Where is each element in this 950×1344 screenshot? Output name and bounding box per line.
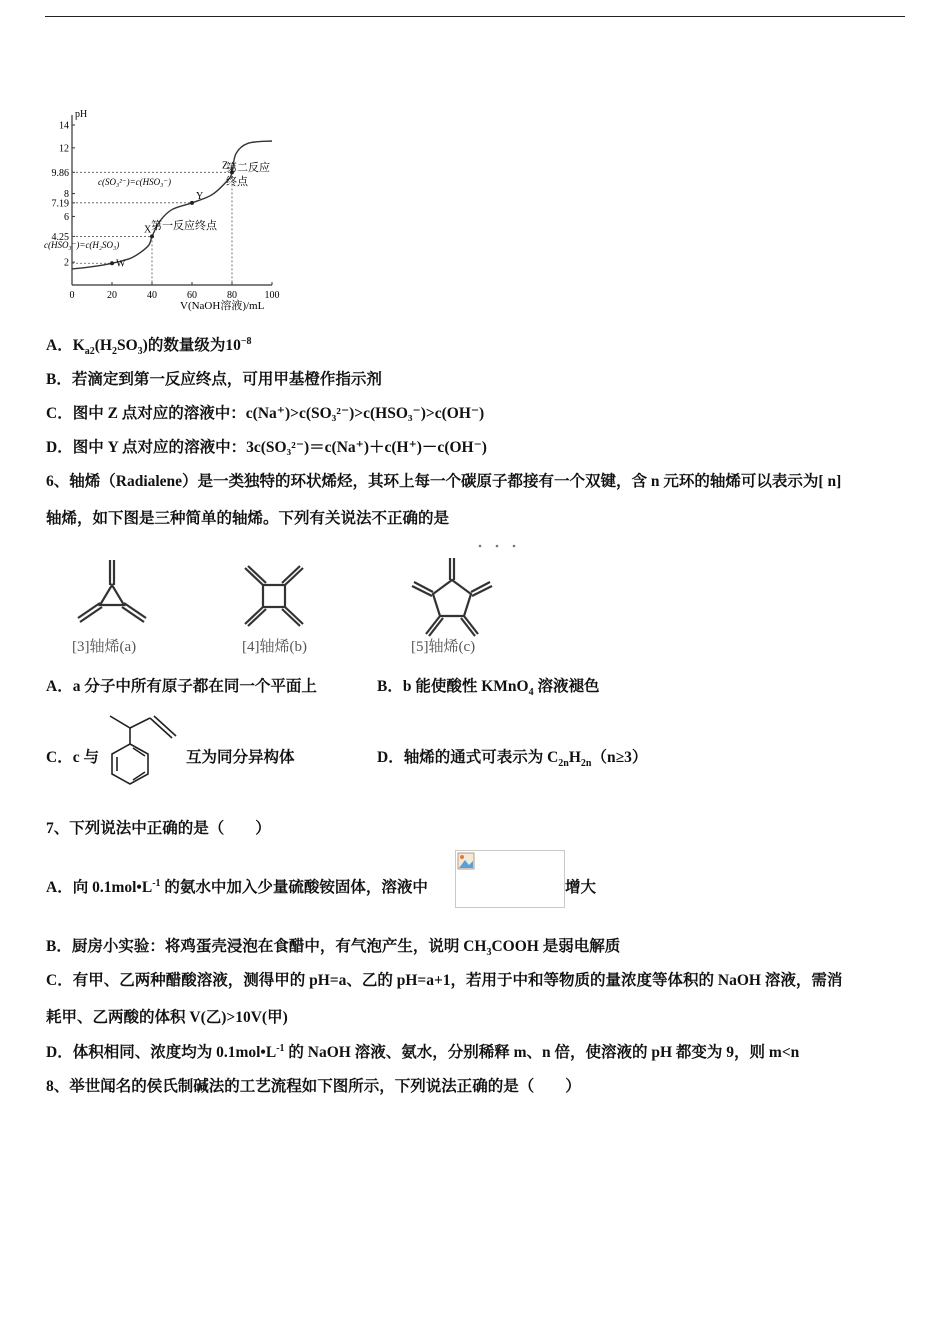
radialene-4-structure	[245, 566, 303, 626]
q7-option-a-prefix: A．向 $0.1mol•L^{-1}$ 的氨水中加入少量硫酸铵固体，溶液中	[46, 877, 428, 896]
q7-option-a-suffix: 增大	[565, 879, 597, 896]
y-axis-label: pH	[75, 109, 88, 120]
q7-option-b: B．厨房小实验：将鸡蛋壳浸泡在食醋中，有气泡产生，说明 $CH_3COOH$ 是弱电解质	[46, 938, 621, 959]
formula-image-placeholder	[455, 850, 565, 908]
chart-ticks	[52, 121, 280, 302]
x-tick-label: 80	[227, 290, 237, 301]
point-label-y: Y	[196, 190, 204, 202]
radialene-5-structure	[412, 558, 492, 636]
annotation-eq-low: c(HSO₃⁻)=c(H₂SO₃)	[44, 240, 120, 250]
radialene-figures	[60, 540, 540, 665]
radialene-3-caption: [3]轴烯(a)	[72, 639, 137, 655]
q7-option-d: D．体积相同、浓度均为 $0.1mol•L^{-1}$ 的 NaOH 溶液、氨水，分别稀释 m、n 倍，使溶液的 pH 都变为 9，则 m<n	[46, 1042, 800, 1061]
y-tick-label: 2	[64, 257, 69, 269]
titration-chart	[40, 105, 290, 315]
point-y	[190, 201, 194, 205]
point-label-z: Z	[222, 160, 229, 172]
x-tick-label: 0	[69, 290, 75, 301]
chart-axes	[72, 115, 272, 285]
q5-option-d: D．图中 Y 点对应的溶液中：3c(SO₃²⁻)＝c(Na⁺)＋c(H⁺)－c(OH⁻)	[46, 439, 487, 456]
annotation-second-end-2: 终点	[226, 176, 248, 188]
y-tick-label: 12	[59, 143, 69, 155]
q5-option-c: C．图中 Z 点对应的溶液中：c(Na⁺)>c(SO₃²⁻)>c(HSO₃⁻)>c(OH⁻)	[46, 405, 485, 422]
radialene-5-caption: [5]轴烯(c)	[411, 639, 476, 655]
q6-option-a: A．a 分子中所有原子都在同一个平面上	[46, 678, 317, 695]
q6-option-c-suffix: 互为同分异构体	[186, 749, 295, 766]
q5-option-b: B．若滴定到第一反应终点，可用甲基橙作指示剂	[46, 371, 382, 388]
y-tick-label: 8	[64, 189, 69, 201]
annotation-first-end: 第一反应终点	[151, 220, 217, 232]
annotation-second-end-1: 第二反应	[226, 162, 270, 174]
point-label-w: W	[116, 258, 126, 270]
y-tick-label: 14	[59, 120, 69, 132]
header-rule	[45, 16, 905, 17]
q7-stem: 7、下列说法中正确的是（ ）	[46, 820, 271, 837]
q6-stem-line2: 轴烯，如下图是三种简单的轴烯。下列有关说法不正确的是	[46, 510, 450, 527]
y-tick-label: 4.25	[51, 231, 69, 243]
q6-stem-line1: 6、轴烯（Radialene）是一类独特的环状烯烃，其环上每一个碳原子都接有一个双键，含 n 元环的轴烯可以表示为[ n]	[46, 473, 842, 490]
x-axis-label: V(NaOH溶液)/mL	[180, 300, 265, 312]
radialene-3-structure	[78, 560, 146, 622]
x-tick-label: 20	[107, 290, 117, 301]
y-tick-label: 6	[64, 211, 69, 223]
radialene-4-caption: [4]轴烯(b)	[242, 639, 307, 655]
q7-option-c-line1: C．有甲、乙两种醋酸溶液，测得甲的 pH=a、乙的 pH=a+1，若用于中和等物质的量浓度等体积的 NaOH 溶液，需消	[46, 972, 843, 989]
x-tick-label: 100	[264, 290, 280, 301]
y-tick-label: 9.86	[51, 167, 69, 179]
annotation-eq-high: c(SO₃²⁻)=c(HSO₃⁻)	[98, 177, 172, 187]
q5-option-a: A．$K_{a2}(H_2SO_3)$的数量级为$10^{-8}$	[46, 335, 252, 358]
q6-option-d: D．轴烯的通式可表示为 $C_{2n}H_{2n}(n\ge 3)$	[377, 749, 648, 770]
x-tick-label: 60	[187, 290, 197, 301]
q7-option-c-line2: 耗甲、乙两酸的体积 V(乙)>10V(甲)	[46, 1009, 288, 1026]
broken-image-icon	[457, 852, 475, 870]
x-tick-label: 40	[147, 290, 157, 301]
q6-option-c-prefix: C．c 与	[46, 749, 99, 766]
y-tick-label: 7.19	[51, 198, 69, 210]
q8-stem: 8、举世闻名的侯氏制碱法的工艺流程如下图所示，下列说法正确的是（ ）	[46, 1078, 581, 1095]
q6-option-c-structure	[100, 710, 190, 790]
q6-option-b: B．b 能使酸性 KMnO$_4$ 溶液褪色	[377, 678, 600, 699]
point-label-x: X	[144, 224, 152, 236]
point-w	[110, 261, 114, 265]
